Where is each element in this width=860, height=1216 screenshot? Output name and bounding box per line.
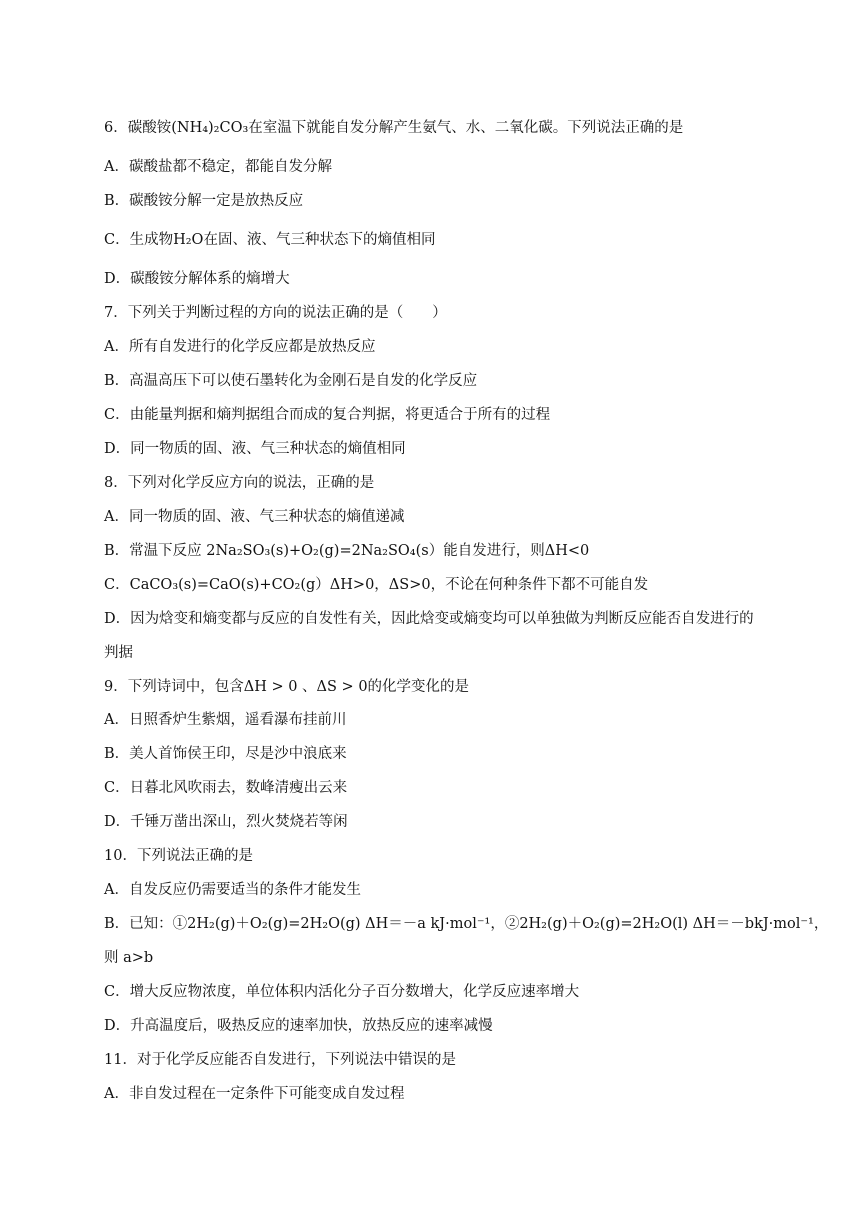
question-10-option-d: D．升高温度后，吸热反应的速率加快，放热反应的速率减慢 [104,1018,493,1034]
question-7-option-a: A．所有自发进行的化学反应都是放热反应 [104,339,376,355]
question-10-stem: 10．下列说法正确的是 [104,848,253,864]
question-9-stem: 9．下列诗词中，包含ΔH > 0 、ΔS > 0的化学变化的是 [104,679,470,695]
question-6-option-c: C．生成物H₂O在固、液、气三种状态下的熵值相同 [104,232,436,248]
question-9-option-c: C．日暮北风吹雨去，数峰清瘦出云来 [104,780,348,796]
question-7-stem: 7．下列关于判断过程的方向的说法正确的是（ ） [104,305,447,321]
question-8-stem: 8．下列对化学反应方向的说法，正确的是 [104,475,375,491]
question-11-option-a: A．非自发过程在一定条件下可能变成自发过程 [104,1086,405,1102]
question-9-option-b: B．美人首饰侯王印，尽是沙中浪底来 [104,746,347,762]
question-7-option-b: B．高温高压下可以使石墨转化为金刚石是自发的化学反应 [104,373,478,389]
question-8-option-b: B．常温下反应 2Na₂SO₃(s)+O₂(g)=2Na₂SO₄(s）能自发进行，则ΔH<0 [104,543,590,559]
question-11-stem: 11．对于化学反应能否自发进行，下列说法中错误的是 [104,1052,456,1068]
question-6-stem: 6．碳酸铵(NH₄)₂CO₃在室温下就能自发分解产生氨气、水、二氧化碳。下列说法正确的是 [104,120,684,136]
question-8-option-c: C．CaCO₃(s)=CaO(s)+CO₂(g）ΔH>0，ΔS>0，不论在何种条件下都不可能自发 [104,577,649,593]
question-9-option-d: D．千锤万凿出深山，烈火焚烧若等闲 [104,814,348,830]
question-10-option-a: A．自发反应仍需要适当的条件才能发生 [104,882,361,898]
question-10-option-c: C．增大反应物浓度，单位体积内活化分子百分数增大，化学反应速率增大 [104,984,580,1000]
question-8-option-a: A．同一物质的固、液、气三种状态的熵值递减 [104,509,405,525]
question-7-option-c: C．由能量判据和熵判据组合而成的复合判据，将更适合于所有的过程 [104,407,551,423]
question-6-option-d: D．碳酸铵分解体系的熵增大 [104,271,290,287]
question-8-option-d-continued: 判据 [104,645,133,661]
question-6-option-b: B．碳酸铵分解一定是放热反应 [104,193,304,209]
question-7-option-d: D．同一物质的固、液、气三种状态的熵值相同 [104,441,406,457]
question-9-option-a: A．日照香炉生紫烟，遥看瀑布挂前川 [104,712,347,728]
question-6-option-a: A．碳酸盐都不稳定，都能自发分解 [104,159,332,175]
question-10-option-b: B．已知：①2H₂(g)＋O₂(g)=2H₂O(g) ΔH＝－a kJ·mol⁻¹，②2H₂(g)＋O₂(g)=2H₂O(l) ΔH＝－bkJ·mol⁻¹， [104,916,829,932]
question-8-option-d: D．因为焓变和熵变都与反应的自发性有关，因此焓变或熵变均可以单独做为判断反应能否自发进行的 [104,611,754,627]
question-10-option-b-continued: 则 a>b [104,950,154,966]
